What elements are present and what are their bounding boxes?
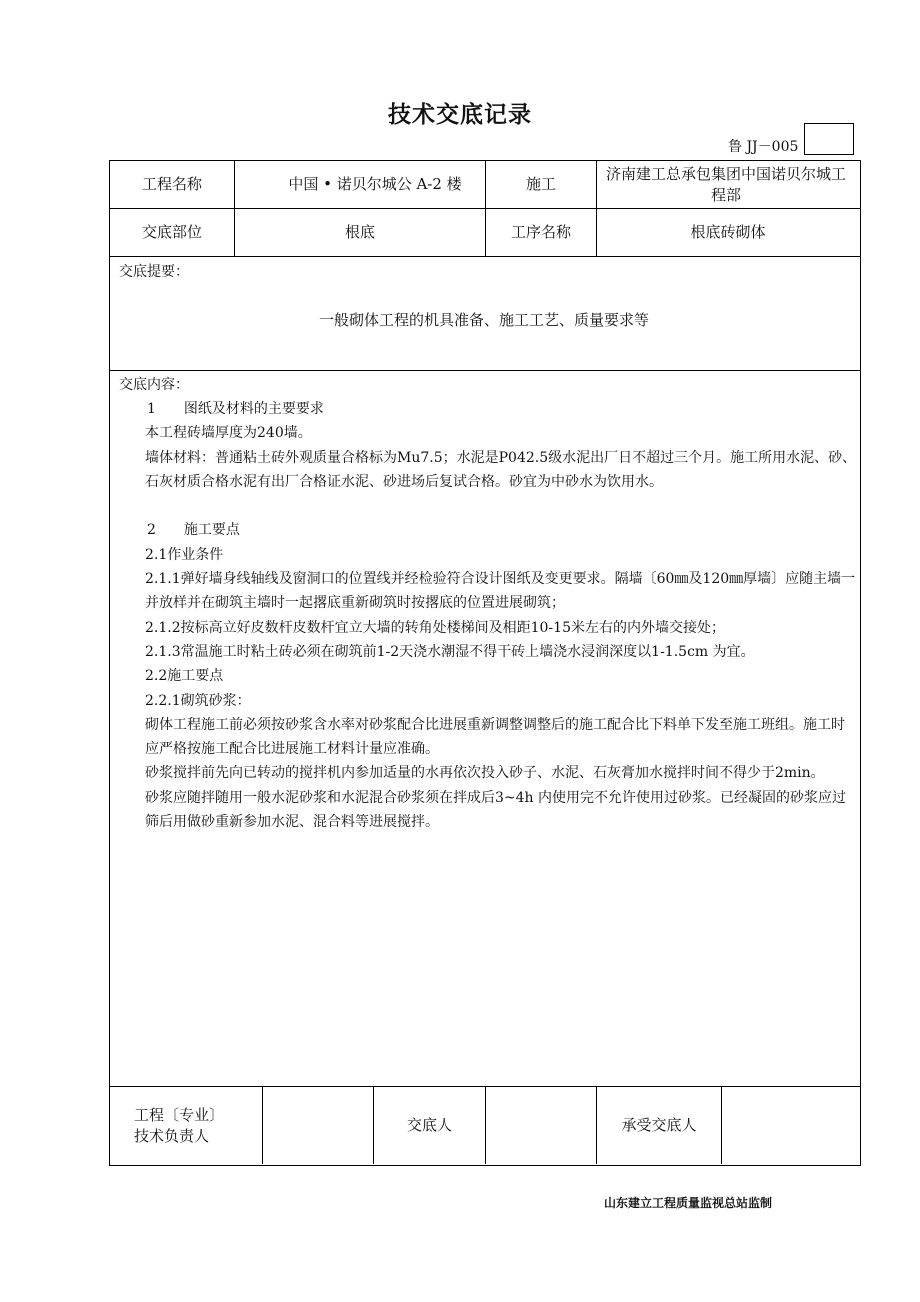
footer-issuer: 山东建立工程质量监视总站监制 — [604, 1196, 773, 1210]
part-label: 交底部位 — [141, 223, 202, 241]
content-label: 交底内容： — [119, 377, 189, 393]
form-code: 鲁 JJ－005 — [728, 139, 799, 155]
content-line: 砂浆搅拌前先向已转动的搅拌机内参加适量的水再依次投入砂子、水泥、石灰膏加水搅拌时间不得少于2min。 — [145, 765, 825, 782]
row-divider — [109, 256, 860, 257]
receiver-label: 承受交底人 — [621, 1116, 697, 1134]
process-value: 根底砖砌体 — [690, 223, 766, 241]
content-line: 2.1.3常温施工时粘土砖必须在砌筑前1-2天浇水潮湿不得干砖上墙浇水浸润深度以1-1.5cm 为宜。 — [145, 643, 755, 660]
content-line: 墙体材料：普通粘土砖外观质量合格标为Mu7.5；水泥是P042.5级水泥出厂日不超过三个月。施工所用水泥、砂、石灰材质合格水泥有出厂合格证水泥、砂进场后复试合格。砂宜为中砂水为饮用水。 — [145, 449, 857, 490]
tech-lead-label: 工程〔专业〕 技术负责人 — [134, 1105, 225, 1145]
process-label: 工序名称 — [510, 223, 571, 241]
content-line: 砂浆应随拌随用一般水泥砂浆和水泥混合砂浆须在拌成后3~4h 内使用完不允许使用过砂浆。已经凝固的砂浆应过筛后用做砂重新参加水泥、混合料等进展搅拌。 — [145, 789, 847, 831]
discloser-label: 交底人 — [406, 1116, 452, 1134]
summary-label: 交底提要： — [119, 264, 189, 280]
content-line: 2.2.1砌筑砂浆： — [145, 692, 251, 709]
content-line: 2.1.2按标高立好皮数杆皮数杆宜立大墙的转角处楼梯间及相距10-15米左右的内外墙交接处； — [145, 619, 725, 636]
content-line: 砌体工程施工前必须按砂浆含水率对砂浆配合比进展重新调整调整后的施工配合比下料单下发至施工班组。施工时应严格按施工配合比进展施工材料计量应准确。 — [145, 716, 845, 758]
content-body — [145, 397, 857, 834]
content-line-blank — [145, 494, 857, 518]
part-value: 根底 — [344, 223, 375, 241]
content-line: 1 图纸及材料的主要要求 — [147, 401, 324, 417]
receiver-signature[interactable] — [722, 1087, 859, 1164]
tech-lead-signature[interactable] — [263, 1087, 373, 1164]
construction-label: 施工 — [525, 175, 556, 193]
content-line: 2 施工要点 — [147, 522, 240, 539]
content-line: 2.1作业条件 — [145, 546, 224, 563]
discloser-signature[interactable] — [486, 1087, 596, 1164]
summary-text: 一般砌体工程的机具准备、施工工艺、质量要求等 — [318, 311, 649, 329]
row-divider — [109, 370, 860, 371]
content-line: 本工程砖墙厚度为240墙。 — [145, 425, 312, 442]
form-code-box — [804, 123, 854, 155]
project-name-value: 中国 • 诺贝尔城公 A-2 楼 — [288, 175, 462, 193]
content-line: 2.2施工要点 — [145, 668, 224, 685]
project-name-label: 工程名称 — [141, 175, 202, 193]
document-title: 技术交底记录 — [388, 102, 532, 128]
content-line: 2.1.1弹好墙身线轴线及窗洞口的位置线并经检验符合设计图纸及变更要求。隔墙〔60㎜及120㎜厚墙〕应随主墙一并放样并在砌筑主墙时一起撂底重新砌筑时按撂底的位置进展砌筑； — [145, 571, 856, 612]
construction-value: 济南建工总承包集团中国诺贝尔城工程部 — [605, 164, 846, 204]
